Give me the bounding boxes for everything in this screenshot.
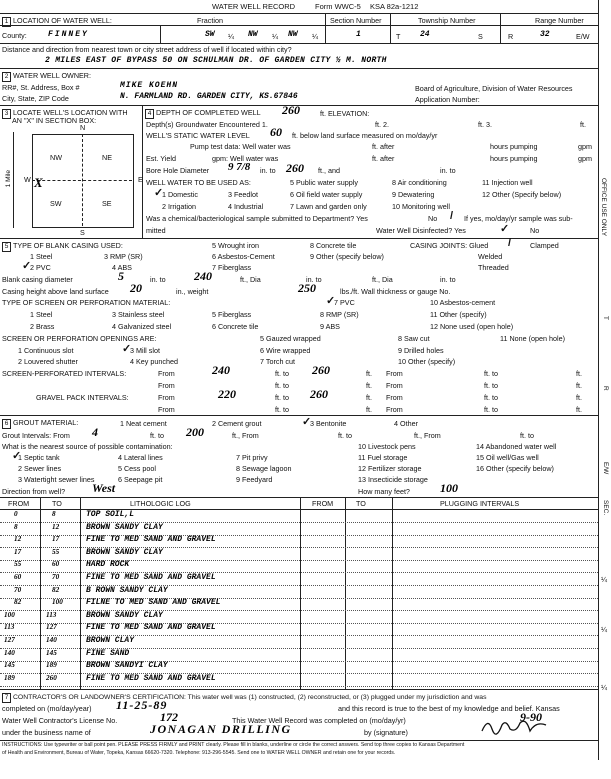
gravel-ft-to-4: ft. to (484, 405, 498, 414)
section-1-label: 1 LOCATION OF WATER WELL: (2, 17, 112, 27)
checkmark-icon: ✓ (154, 187, 164, 199)
chem-ifyes: If yes, mo/day/yr sample was sub- (464, 214, 573, 223)
casing-7[interactable]: 7 Fiberglass (212, 263, 252, 272)
log-row-from[interactable]: 60 (14, 573, 22, 581)
yield-hours: hours pumping (490, 154, 538, 163)
gravel-from-label-3: From (158, 405, 175, 414)
fraction-nw-2[interactable]: NW (288, 30, 298, 39)
compass-s: S (80, 228, 85, 237)
township-value[interactable]: 24 (420, 30, 430, 39)
use-5[interactable]: 5 Public water supply (290, 178, 358, 187)
contam-14[interactable]: 14 Abandoned water well (476, 442, 557, 451)
county-value[interactable]: FINNEY (48, 30, 89, 39)
fraction-sw[interactable]: SW (205, 30, 215, 39)
distance-value[interactable]: 2 MILES EAST OF BYPASS 50 ON SCHULMAN DR. OF GARDEN CITY ½ M. NORTH (45, 56, 387, 65)
license-number[interactable]: 172 (160, 710, 178, 724)
gravel-from-label-2: From (386, 393, 403, 402)
casing-weight[interactable]: 250 (298, 281, 316, 295)
casing-diameter-label: Blank casing diameter (2, 275, 73, 284)
casing-in-to: in. to (150, 275, 166, 284)
direction-label: Direction from well? (2, 487, 66, 496)
side-ew: E/W (602, 462, 609, 475)
groundwater-label: Depth(s) Groundwater Encountered 1. (146, 120, 268, 129)
screen-2[interactable]: 2 Brass (30, 322, 55, 331)
chem-no[interactable]: No (428, 214, 438, 223)
perf-from[interactable]: 240 (212, 363, 230, 377)
casing-to-value[interactable]: 240 (194, 269, 212, 283)
log-row-to[interactable]: 82 (52, 585, 60, 594)
log-row-to[interactable]: 145 (46, 648, 57, 657)
distance-label: Distance and direction from nearest town or city street address of well if located within city? (2, 45, 292, 54)
casing-4[interactable]: 4 ABS (112, 263, 132, 272)
log-row-from[interactable]: 100 (4, 610, 15, 619)
use-7[interactable]: 7 Lawn and garden only (290, 202, 367, 211)
instructions-line-1: INSTRUCTIONS: Use typewriter or ball point pen. PLEASE PRESS FIRMLY and PRINT clearly. Please fill in blanks, underline or circle the correct answers. Send top three copies to Kansas Department (2, 742, 465, 748)
compass-w: W (24, 175, 31, 184)
joints-threaded[interactable]: Threaded (478, 263, 509, 272)
opening-2[interactable]: 2 Louvered shutter (18, 357, 78, 366)
contam-5[interactable]: 5 Cess pool (118, 464, 156, 473)
license-label: Water Well Contractor's License No. (2, 716, 118, 725)
owner-name[interactable]: MIKE KOEHN (120, 81, 179, 90)
log-row-to[interactable]: 55 (52, 547, 60, 556)
log-row-desc[interactable]: BROWN SANDY CLAY (86, 610, 163, 620)
use-10[interactable]: 10 Monitoring well (392, 202, 450, 211)
opening-1[interactable]: 1 Continuous slot (18, 346, 74, 355)
well-location-x[interactable]: X (34, 175, 43, 190)
casing-5[interactable]: 5 Wrought iron (212, 241, 260, 250)
contam-7[interactable]: 7 Pit privy (236, 453, 268, 462)
compass-e: E (138, 175, 143, 184)
static-level-value[interactable]: 60 (270, 125, 282, 139)
use-label: WELL WATER TO BE USED AS: (146, 178, 251, 187)
screen-1[interactable]: 1 Steel (30, 310, 53, 319)
log-row-desc[interactable]: FINE TO MED SAND AND GRAVEL (86, 673, 216, 683)
log-row-from[interactable]: 0 (14, 510, 18, 518)
screen-8[interactable]: 8 RMP (SR) (320, 310, 359, 319)
est-yield-label: Est. Yield (146, 154, 176, 163)
log-row-desc[interactable]: BROWN SANDY CLAY (86, 547, 163, 557)
quarter-3: ¼ (312, 32, 318, 41)
contam-11[interactable]: 11 Fuel storage (358, 453, 408, 462)
record-completed-label: This Water Well Record was completed on (mo/day/yr) (232, 716, 406, 725)
section-3-label: 3 LOCATE WELL'S LOCATION WITH (2, 109, 128, 119)
checkmark-icon: ✓ (500, 223, 510, 235)
log-row-from[interactable]: 70 (14, 585, 22, 594)
opening-5[interactable]: 5 Gauzed wrapped (260, 334, 321, 343)
yield-after: ft. after (372, 154, 395, 163)
contam-12[interactable]: 12 Fertilizer storage (358, 464, 422, 473)
compass-n: N (80, 123, 86, 132)
perf-to[interactable]: 260 (312, 363, 330, 377)
quad-se: SE (102, 199, 112, 208)
casing-1[interactable]: 1 Steel (30, 252, 53, 261)
grout-ft-to-2: ft. to (338, 431, 352, 440)
range-r: R (508, 32, 514, 41)
quad-sw: SW (50, 199, 62, 208)
plug-to-header: TO (356, 499, 366, 508)
true-record-label: and this record is true to the best of my knowledge and belief. Kansas (338, 704, 560, 713)
fraction-label: Fraction (197, 16, 223, 25)
township-t: T (396, 32, 401, 41)
log-row-from[interactable]: 8 (14, 522, 18, 531)
use-4[interactable]: 4 Industrial (228, 202, 264, 211)
perf-ft-4: ft. (576, 381, 582, 390)
log-row-to[interactable]: 260 (46, 673, 57, 682)
checkmark-icon: ✓ (302, 416, 312, 428)
bore-in-to-2: in. to (440, 166, 456, 175)
board-label: Board of Agriculture, Division of Water Resources (415, 84, 573, 93)
opening-10[interactable]: 10 Other (specify) (398, 357, 456, 366)
log-row-from[interactable]: 17 (14, 547, 22, 556)
side-q1: ¼ (601, 575, 607, 584)
address-label: RR#, St. Address, Box # (2, 83, 80, 92)
section-number-label: Section Number (330, 16, 382, 25)
grout-ft-to-3: ft. to (520, 431, 534, 440)
casing-8[interactable]: 8 Concrete tile (310, 241, 357, 250)
ksa-number: KSA 82a-1212 (370, 2, 419, 11)
use-3[interactable]: 3 Feedlot (228, 190, 258, 199)
pump-hours: hours pumping (490, 142, 538, 151)
casing-ft-dia-2: ft., Dia (372, 275, 393, 284)
checkmark-icon: ✓ (22, 260, 32, 272)
checkmark-icon: ✓ (326, 295, 336, 307)
county-label: County: (2, 31, 27, 40)
signature-image (480, 715, 550, 737)
township-s: S (478, 32, 483, 41)
casing-lbs-label: lbs./ft. Wall thickness or gauge No. (340, 287, 451, 296)
log-row-from[interactable]: 145 (4, 661, 15, 670)
side-sec: SEC. (602, 500, 609, 516)
grout-1[interactable]: 1 Neat cement (120, 419, 167, 428)
log-from-header: FROM (8, 499, 30, 508)
casing-9[interactable]: 9 Other (specify below) (310, 252, 384, 261)
form-title: WATER WELL RECORD (212, 2, 296, 11)
log-row-to[interactable]: 127 (46, 623, 57, 632)
screen-6[interactable]: 6 Concrete tile (212, 322, 259, 331)
completed-date[interactable]: 11-25-89 (116, 698, 168, 712)
grout-from[interactable]: 4 (92, 425, 98, 439)
perf-ft-to-2: ft. to (484, 369, 498, 378)
form-number: Form WWC-5 (315, 2, 361, 11)
log-row-from[interactable]: 55 (14, 560, 22, 569)
elevation-label: ft. ELEVATION: (320, 109, 370, 118)
casing-in-to-3: in. to (440, 275, 456, 284)
screen-12[interactable]: 12 None used (open hole) (430, 322, 514, 331)
quarter-2: ¼ (272, 32, 278, 41)
casing-in-to-2: in. to (306, 275, 322, 284)
use-11[interactable]: 11 Injection well (482, 178, 533, 187)
log-row-desc[interactable]: TOP SOIL,L (86, 510, 135, 519)
gravel-ft: ft. (366, 393, 372, 402)
direction-value[interactable]: West (92, 481, 116, 495)
gravel-from-label-4: From (386, 405, 403, 414)
log-row-desc[interactable]: BROWN SANDYI CLAY (86, 661, 168, 671)
opening-11[interactable]: 11 None (open hole) (500, 334, 565, 343)
screen-3[interactable]: 3 Stainless steel (112, 310, 165, 319)
section-3-label-2: AN "X" IN SECTION BOX: (12, 116, 97, 125)
contam-8[interactable]: 8 Sewage lagoon (236, 464, 292, 473)
screen-material-label: TYPE OF SCREEN OR PERFORATION MATERIAL: (2, 298, 171, 307)
screen-9[interactable]: 9 ABS (320, 322, 340, 331)
joints-clamped[interactable]: Clamped (530, 241, 559, 250)
log-row-desc[interactable]: FINE SAND (86, 648, 130, 658)
bore-in-to: in. to (260, 166, 276, 175)
plugging-intervals-header: PLUGGING INTERVALS (440, 499, 520, 508)
log-to-header: TO (52, 499, 62, 508)
use-6[interactable]: 6 Oil field water supply (290, 190, 363, 199)
screen-7-pvc[interactable]: 7 PVC (334, 298, 355, 307)
gravel-from-label: From (158, 393, 175, 402)
bore-label: Bore Hole Diameter (146, 166, 210, 175)
contam-4[interactable]: 4 Lateral lines (118, 453, 163, 462)
application-number-label: Application Number: (415, 95, 480, 104)
perf-ft-3: ft. (366, 381, 372, 390)
est-yield-gpm: gpm: Well water was (212, 154, 279, 163)
grout-3-bentonite[interactable]: 3 Bentonite (310, 419, 347, 428)
range-number-label: Range Number (535, 16, 584, 25)
groundwater-ft: ft. (580, 120, 586, 129)
section-4-label: 4 DEPTH OF COMPLETED WELL (145, 109, 261, 119)
grout-ft-from-2: ft., From (414, 431, 441, 440)
grout-4[interactable]: 4 Other (394, 419, 418, 428)
instructions-line-2: of Health and Environment, Bureau of Water, Topeka, Kansas 66620-7320. Telephone: 913-296-5545. Send one to WATER WELL OWNER and retain one for your records. (2, 750, 396, 756)
perf-from-label-4: From (386, 381, 403, 390)
section-6-label: 6 GROUT MATERIAL: (2, 419, 78, 429)
grout-ft-to: ft. to (150, 431, 164, 440)
groundwater-ft3: ft. 3. (478, 120, 492, 129)
opening-6[interactable]: 6 Wire wrapped (260, 346, 311, 355)
contamination-label: What is the nearest source of possible contamination: (2, 442, 173, 451)
table-row-divider (0, 686, 598, 687)
casing-2-pvc[interactable]: 2 PVC (30, 263, 51, 272)
city-label: City, State, ZIP Code (2, 94, 69, 103)
signature-label: by (signature) (364, 728, 408, 737)
log-row-from[interactable]: 12 (14, 535, 22, 544)
log-row-desc[interactable]: FINE TO MED SAND AND GRAVEL (86, 535, 216, 545)
lithologic-log-header: LITHOLOGIC LOG (130, 499, 191, 508)
pump-test-label: Pump test data: Well water was (190, 142, 291, 151)
groundwater-ft2: ft. 2. (375, 120, 389, 129)
contam-9[interactable]: 9 Feedyard (236, 475, 273, 484)
gravel-pack-label: GRAVEL PACK INTERVALS: (36, 393, 129, 402)
gravel-ft-3: ft. (366, 405, 372, 414)
gravel-ft-2: ft. (576, 393, 582, 402)
perf-from-label: From (158, 369, 175, 378)
bore-ft-and: ft., and (318, 166, 340, 175)
completed-label: completed on (mo/day/year) (2, 704, 92, 713)
log-row-from[interactable]: 127 (4, 636, 15, 644)
perf-from-label-3: From (158, 381, 175, 390)
use-2[interactable]: 2 Irrigation (162, 202, 196, 211)
office-use-only: OFFICE USE ONLY (600, 178, 607, 237)
log-row-to[interactable]: 189 (46, 661, 57, 670)
casing-6[interactable]: 6 Asbestos-Cement (212, 252, 275, 261)
owner-city[interactable]: N. FARMLAND RD. GARDEN CITY, KS.67846 (120, 92, 298, 101)
contam-6[interactable]: 6 Seepage pit (118, 475, 163, 484)
screen-5[interactable]: 5 Fiberglass (212, 310, 252, 319)
perf-ft-to-3: ft. to (275, 381, 289, 390)
chem-mitted: mitted (146, 226, 166, 235)
record-completed-date[interactable]: 9-90 (520, 710, 542, 724)
side-r: R (602, 386, 609, 391)
gravel-to[interactable]: 260 (310, 387, 328, 401)
grout-to[interactable]: 200 (186, 425, 204, 439)
chem-sample-label: Was a chemical/bacteriological sample submitted to Department? Yes (146, 214, 368, 223)
range-value[interactable]: 32 (540, 30, 550, 39)
depth-value[interactable]: 260 (282, 103, 300, 117)
feet-label: How many feet? (358, 487, 410, 496)
contam-1-septic[interactable]: 1 Septic tank (18, 453, 60, 462)
casing-weight-label: in., weight (176, 287, 209, 296)
section-box[interactable] (32, 134, 134, 228)
log-row-from[interactable]: 140 (4, 648, 15, 657)
range-ew: E/W (576, 32, 590, 41)
opening-8[interactable]: 8 Saw cut (398, 334, 430, 343)
checkmark-icon: ✓ (122, 343, 132, 355)
openings-label: SCREEN OR PERFORATION OPENINGS ARE: (2, 334, 157, 343)
casing-3[interactable]: 3 RMP (SR) (104, 252, 143, 261)
contam-15[interactable]: 15 Oil well/Gas well (476, 453, 539, 462)
perf-ft-to: ft. to (275, 369, 289, 378)
static-level-tail: ft. below land surface measured on mo/day/yr (292, 131, 438, 140)
log-row-from[interactable]: 113 (4, 623, 15, 632)
pump-gpm: gpm (578, 142, 592, 151)
log-row-desc[interactable]: BROWN CLAY (86, 636, 135, 645)
static-level-label: WELL'S STATIC WATER LEVEL (146, 131, 250, 140)
log-row-desc[interactable]: FILNE TO MED SAND AND GRAVEL (86, 598, 221, 608)
gravel-ft-to-2: ft. to (484, 393, 498, 402)
grout-intervals-label: Grout Intervals: From (2, 431, 70, 440)
perf-ft-2: ft. (576, 369, 582, 378)
gravel-ft-to-3: ft. to (275, 405, 289, 414)
perforated-intervals-label: SCREEN-PERFORATED INTERVALS: (2, 369, 127, 378)
contam-16[interactable]: 16 Other (specify below) (476, 464, 554, 473)
disinfected-no[interactable]: No (530, 226, 540, 235)
grout-2[interactable]: 2 Cement grout (212, 419, 262, 428)
log-row-desc[interactable]: FINE TO MED SAND AND GRAVEL (86, 623, 216, 633)
use-12[interactable]: 12 Other (Specify below) (482, 190, 562, 199)
use-1-domestic[interactable]: 1 Domestic (162, 190, 198, 199)
one-mile-label: 1 Mile (5, 170, 12, 188)
log-row-to[interactable]: 60 (52, 560, 60, 569)
opening-7[interactable]: 7 Torch cut (260, 357, 296, 366)
log-row-to[interactable]: 100 (52, 598, 63, 607)
gravel-ft-to: ft. to (275, 393, 289, 402)
bore-to-value[interactable]: 260 (286, 161, 304, 175)
township-number-label: Township Number (418, 16, 476, 25)
log-row-to[interactable]: 17 (52, 535, 60, 544)
checkmark-icon: / (450, 210, 454, 222)
perf-ft-to-4: ft. to (484, 381, 498, 390)
quad-nw: NW (50, 153, 62, 162)
log-row-desc[interactable]: FINE TO MED SAND AND GRAVEL (86, 573, 216, 582)
casing-diameter[interactable]: 5 (118, 269, 124, 283)
yield-gpm: gpm (578, 154, 592, 163)
casing-height[interactable]: 20 (130, 281, 142, 295)
section-2-label: 2 WATER WELL OWNER: (2, 72, 91, 82)
opening-4[interactable]: 4 Key punched (130, 357, 178, 366)
opening-9[interactable]: 9 Drilled holes (398, 346, 444, 355)
screen-11[interactable]: 11 Other (specify) (430, 310, 487, 319)
checkmark-icon: / (508, 237, 512, 249)
quarter-1: ¼ (228, 32, 234, 41)
fraction-nw-1[interactable]: NW (248, 30, 258, 39)
log-row-to[interactable]: 140 (46, 636, 57, 644)
casing-height-label: Casing height above land surface (2, 287, 109, 296)
log-row-from[interactable]: 189 (4, 673, 15, 682)
gravel-from[interactable]: 220 (218, 387, 236, 401)
casing-joints-label: CASING JOINTS: Glued (410, 241, 489, 250)
bore-diameter[interactable]: 9 7/8 (228, 161, 251, 173)
contam-10[interactable]: 10 Livestock pens (358, 442, 416, 451)
feet-value[interactable]: 100 (440, 481, 458, 495)
contam-13[interactable]: 13 Insecticide storage (358, 475, 428, 484)
opening-3-mill-slot[interactable]: 3 Mill slot (130, 346, 160, 355)
contam-3[interactable]: 3 Watertight sewer lines (18, 475, 95, 484)
gravel-ft-4: ft. (576, 405, 582, 414)
disinfected-label: Water Well Disinfected? Yes (376, 226, 466, 235)
log-row-desc[interactable]: B ROWN SANDY CLAY (86, 585, 168, 595)
business-name[interactable]: JONAGAN DRILLING (150, 722, 292, 736)
use-8[interactable]: 8 Air conditioning (392, 178, 447, 187)
casing-ft-dia: ft., Dia (240, 275, 261, 284)
perf-from-label-2: From (386, 369, 403, 378)
section-7-label: 7 CONTRACTOR'S OR LANDOWNER'S CERTIFICATION: This water well was (1) constructed, (2) reconstructed, or (3) plugged under my jurisdiction and was (2, 693, 486, 703)
quad-ne: NE (102, 153, 112, 162)
joints-welded[interactable]: Welded (478, 252, 503, 261)
use-9[interactable]: 9 Dewatering (392, 190, 435, 199)
business-label: under the business name of (2, 728, 91, 737)
log-row-to[interactable]: 8 (52, 510, 56, 518)
log-row-to[interactable]: 70 (52, 573, 60, 581)
plug-from-header: FROM (312, 499, 334, 508)
section-number-value[interactable]: 1 (356, 30, 361, 39)
log-row-to[interactable]: 113 (46, 610, 57, 619)
log-row-desc[interactable]: HARD ROCK (86, 560, 130, 570)
section-5-label: 5 TYPE OF BLANK CASING USED: (2, 242, 123, 252)
side-q3: ¼ (601, 683, 607, 692)
log-row-to[interactable]: 12 (52, 522, 60, 531)
perf-ft: ft. (366, 369, 372, 378)
log-row-from[interactable]: 82 (14, 598, 22, 607)
contam-2[interactable]: 2 Sewer lines (18, 464, 62, 473)
pump-after: ft. after (372, 142, 395, 151)
side-t: T (602, 316, 609, 320)
side-q2: ¼ (601, 625, 607, 634)
screen-10[interactable]: 10 Asbestos-cement (430, 298, 496, 307)
grout-ft-from: ft., From (232, 431, 259, 440)
screen-4[interactable]: 4 Galvanized steel (112, 322, 172, 331)
log-row-desc[interactable]: BROWN SANDY CLAY (86, 522, 163, 532)
checkmark-icon: ✓ (12, 450, 22, 462)
